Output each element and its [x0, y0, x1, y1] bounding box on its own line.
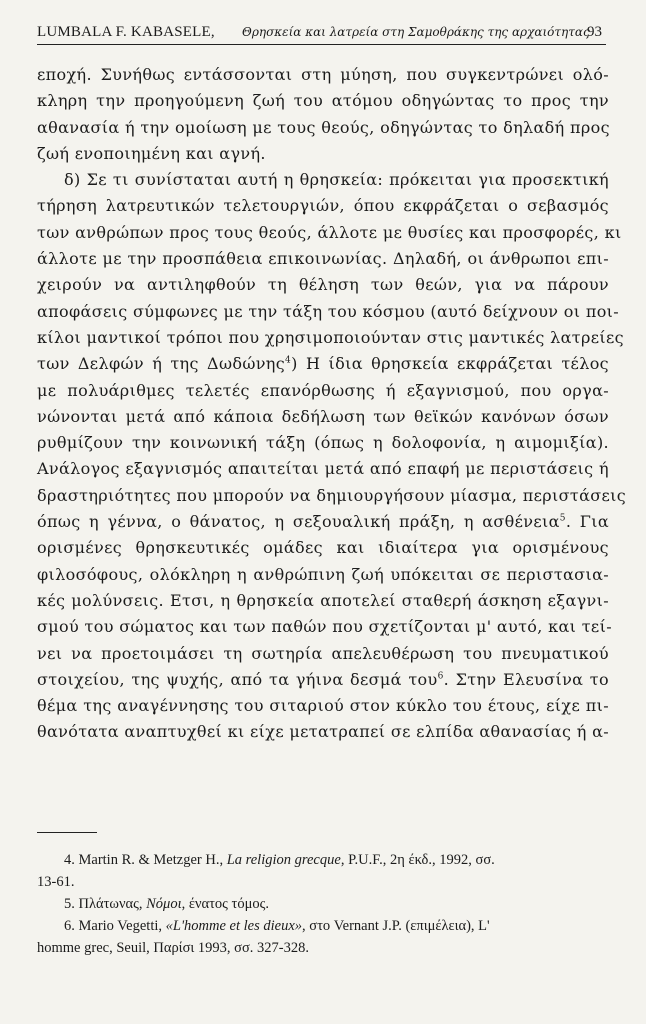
text-line: εποχή. Συνήθως εντάσσονται στη μύηση, που συγκεντρώνει ολό-	[37, 65, 609, 84]
footnote-continuation: 13-61.	[37, 874, 75, 890]
footnote-title: Νόμοι	[146, 896, 182, 912]
footnote-separator	[37, 832, 97, 833]
footnote-text: Πλάτωνας,	[78, 896, 147, 912]
footnote-6	[37, 915, 609, 937]
footnote-title: La religion grecque	[226, 852, 341, 868]
text-line: άλλοτε με την προσπάθεια επικοινωνίας. Δηλαδή, οι άνθρωποι επι-	[37, 249, 609, 269]
footnote-number: 4.	[64, 852, 75, 868]
text-line: νει να προετοιμάσει τη σωτηρία απελευθέρωση του πνευματικού	[37, 643, 609, 663]
footnote-text: , στο Vernant J.P. (επιμέλεια), L'	[302, 918, 490, 934]
text-line: αθανασία ή την ομοίωση με τους θεούς, οδηγώντας το δηλαδή προς	[37, 117, 610, 137]
page-header	[37, 22, 606, 45]
footnotes	[37, 849, 609, 959]
footnote-number: 5.	[64, 896, 75, 912]
text-line: κίλοι μαντικοί τρόποι που χρησιμοποιούνταν στις μαντικές λατρείες	[37, 327, 624, 347]
text-line: με πολυάριθμες τελετές επανόρθωσης ή εξαγνισμού, που οργα-	[37, 380, 609, 400]
footnote-marker: 4	[285, 355, 292, 366]
text-line: φιλοσόφους, ολόκληρη η ανθρώπινη ζωή υπόκειται σε περιστασια-	[37, 564, 609, 584]
text-line: θέμα της αναγέννησης του σιταριού στον κύκλο του έτους, είχε πι-	[37, 696, 609, 716]
page-number: 93	[587, 24, 602, 40]
footnote-4	[37, 849, 609, 871]
footnote-5	[37, 893, 609, 915]
text-line: δραστηριότητες που μπορούν να δημιουργήσουν μίασμα, περιστάσεις	[37, 485, 627, 505]
text-fragment: . Για	[565, 512, 610, 532]
text-line	[37, 667, 609, 693]
footnote-marker: 5	[559, 513, 566, 524]
text-line: αποφάσεις σύμφωνες με την τάξη του κόσμου (αυτό δείχνουν οι ποι-	[37, 301, 620, 321]
footnote-marker: 6	[437, 671, 444, 682]
text-line: ρυθμίζουν την κοινωνική τάξη (όπως η δολοφονία, η αιμομιξία).	[37, 433, 609, 453]
footnote-text: Martin R. & Metzger H.,	[78, 852, 227, 868]
text-line: χειρούν να αντιληφθούν τη θέληση των θεών, για να πάρουν	[37, 275, 609, 295]
text-fragment: . Στην Ελευσίνα το	[443, 669, 609, 689]
text-line: τήρηση λατρευτικών τελετουργιών, όπου εκφράζεται ο σεβασμός	[37, 196, 609, 216]
footnote-title: «L'homme et les dieux»	[165, 918, 303, 934]
text-line: κές μολύνσεις. Ετσι, η θρησκεία αποτελεί σταθερή άσκηση εξαγνι-	[37, 590, 609, 610]
footnote-text: Mario Vegetti,	[78, 918, 166, 934]
text-fragment: των Δελφών ή της Δωδώνης	[37, 354, 286, 374]
text-fragment: ) Η ίδια θρησκεία εκφράζεται τέλος	[291, 354, 609, 374]
text-line: ζωή ενοποιημένη και αγνή.	[37, 143, 266, 163]
text-line	[37, 509, 609, 535]
text-line: των ανθρώπων προς τους θεούς, άλλοτε με θυσίες και προσφορές, κι	[37, 222, 622, 242]
text-line: Ανάλογος εξαγνισμός απαιτείται μετά από επαφή με περιστάσεις ή	[37, 459, 609, 479]
text-line: κληρη την προηγούμενη ζωή του ατόμου οδηγώντας το προς την	[37, 91, 609, 111]
footnote-text: , P.U.F., 2η έκδ., 1992, σσ.	[340, 852, 495, 868]
text-line	[37, 351, 609, 377]
footnote-continuation: homme grec, Seuil, Παρίσι 1993, σσ. 327-328.	[37, 940, 310, 956]
text-line: ορισμένες θρησκευτικές ομάδες και ιδιαίτερα για ορισμένους	[37, 538, 609, 558]
text-fragment: όπως η γέννα, ο θάνατος, η σεξουαλική πράξη, η ασθένεια	[37, 512, 560, 532]
footnote-number: 6.	[64, 918, 75, 934]
text-fragment: στοιχείου, της ψυχής, από τα γήινα δεσμά του	[37, 669, 438, 689]
header-running-title: Θρησκεία και λατρεία στη Σαμοθράκης της αρχαιότητας	[242, 25, 590, 39]
text-line: σμού του σώματος και των παθών που σχετίζονται μ' αυτό, και τεί-	[37, 617, 612, 637]
text-line: δ) Σε τι συνίσταται αυτή η θρησκεία: πρόκειται για προσεκτική	[64, 170, 609, 190]
header-author: LUMBALA F. KABASELE,	[37, 24, 215, 40]
text-line: θανότατα αναπτυχθεί κι είχε μετατραπεί σε ελπίδα αθανασίας ή α-	[37, 722, 609, 742]
footnote-text: , ένατος τόμος.	[181, 896, 270, 912]
text-line: νώνονται μετά από κάποια δεδήλωση των θεϊκών κανόνων όσων	[37, 406, 609, 426]
body-text	[37, 62, 627, 746]
